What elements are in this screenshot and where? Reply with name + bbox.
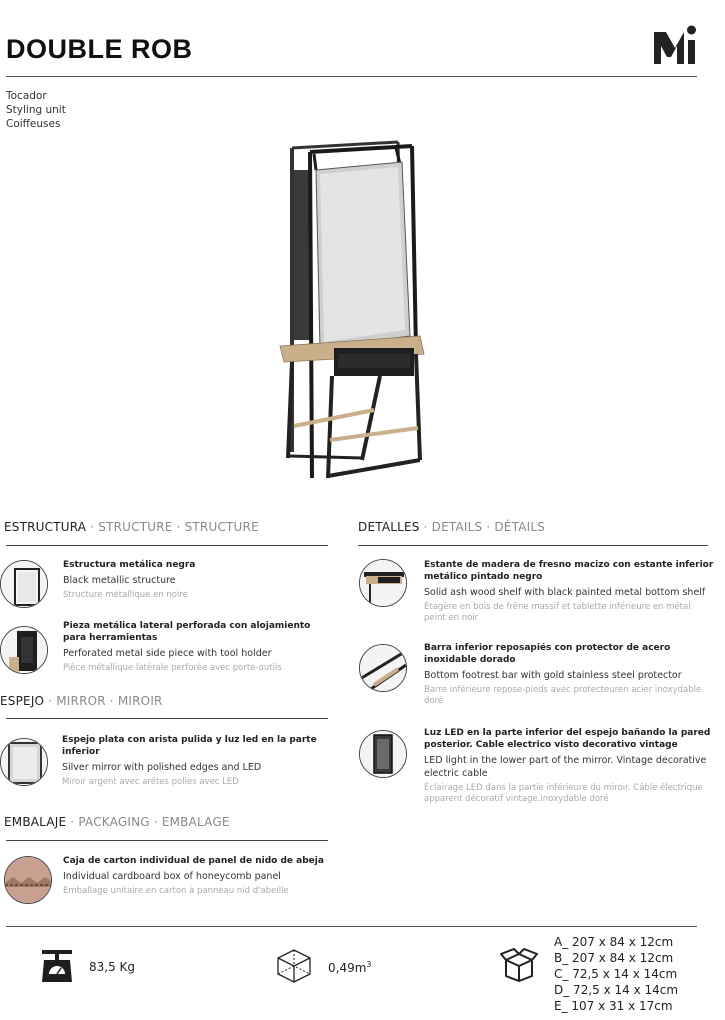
- item-en: Perforated metal side piece with tool holder: [63, 648, 272, 659]
- item-en: Bottom footrest bar with gold stainless steel protector: [424, 670, 682, 681]
- item-fr: Pièce métallique latérale perforée avec porte-outils: [63, 663, 282, 673]
- item-en: LED light in the lower part of the mirror. Vintage decorative electric cable: [424, 755, 707, 779]
- brand-logo: [654, 24, 698, 64]
- item-fr: Miroir argent avec arêtes polies avec LED: [62, 777, 239, 787]
- dimensions-list: [554, 934, 678, 1014]
- section-title-detalles: DETALLES · DETAILS · DÉTAILS: [358, 520, 546, 534]
- dimension-c: C_ 72,5 x 14 x 14cm: [554, 967, 678, 981]
- list-item: [63, 620, 323, 674]
- item-en: Silver mirror with polished edges and LED: [62, 762, 262, 773]
- item-es: Pieza metálica lateral perforada con alojamiento para herramientas: [63, 621, 311, 643]
- item-es: Caja de carton individual de panel de nido de abeja: [63, 856, 324, 866]
- item-fr: Éclairage LED dans la partie inférieure du miroir. Câble électrique apparent décoratif vintage.inoxydable doré: [424, 783, 703, 804]
- footer-divider: [6, 926, 697, 927]
- item-en: Individual cardboard box of honeycomb panel: [63, 871, 281, 882]
- product-photo: [270, 140, 440, 480]
- list-item: [63, 855, 328, 897]
- section-divider: [6, 545, 328, 546]
- thumb-structure: [0, 560, 48, 608]
- section-title-espejo: ESPEJO · MIRROR · MIROIR: [0, 694, 163, 708]
- item-es: Luz LED en la parte inferior del espejo bañando la pared posterior. Cable electrico visto decorativo vintage: [424, 728, 711, 750]
- dimension-b: B_ 207 x 84 x 12cm: [554, 951, 674, 965]
- section-divider: [358, 545, 708, 546]
- item-fr: Barre inférieure repose-pieds avec protecteuren acier inoxydable doré: [424, 685, 702, 706]
- header-divider: [6, 76, 697, 77]
- thumb-led-light: [359, 730, 407, 778]
- volume-value: $0,49m^3$: [328, 960, 372, 975]
- volume-cube-icon: [276, 948, 312, 984]
- section-title-embalaje: EMBALAJE · PACKAGING · EMBALAGE: [4, 815, 230, 829]
- thumb-shelf: [359, 559, 407, 607]
- item-es: Estructura metálica negra: [63, 560, 196, 570]
- list-item: [62, 734, 337, 788]
- list-item: [424, 727, 714, 805]
- section-title-estructura: ESTRUCTURA · STRUCTURE · STRUCTURE: [4, 520, 259, 534]
- thumb-packaging: [4, 856, 52, 904]
- thumb-side-piece: [0, 626, 48, 674]
- dimension-a: A_ 207 x 84 x 12cm: [554, 935, 674, 949]
- page-title: DOUBLE ROB: [6, 34, 193, 64]
- subtitle-es: Tocador: [6, 90, 47, 102]
- subtitle-en: Styling unit: [6, 104, 66, 116]
- weight-scale-icon: [40, 948, 74, 984]
- item-es: Barra inferior reposapiés con protector de acero inoxidable dorado: [424, 643, 671, 665]
- list-item: [424, 642, 714, 707]
- item-es: Estante de madera de fresno macizo con estante inferior metálico pintado negro: [424, 560, 714, 582]
- section-divider: [6, 718, 328, 719]
- weight-value: 83,5 Kg: [89, 960, 136, 974]
- list-item: [424, 559, 714, 624]
- subtitle-fr: Coiffeuses: [6, 118, 61, 130]
- package-box-icon: [500, 948, 538, 982]
- item-en: Black metallic structure: [63, 575, 176, 586]
- list-item: [63, 559, 323, 601]
- item-fr: Étagère en bois de frêne massif et tablette inférieure en métal peint en noir: [424, 602, 691, 623]
- item-fr: Emballage unitaire en carton à panneau nid d'abeille: [63, 886, 289, 896]
- item-es: Espejo plata con arista pulida y luz led en la parte inferior: [62, 735, 317, 757]
- thumb-mirror: [0, 738, 48, 786]
- item-en: Solid ash wood shelf with black painted metal bottom shelf: [424, 587, 706, 598]
- dimension-d: D_ 72,5 x 14 x 14cm: [554, 983, 679, 997]
- item-fr: Structure métallique en noire: [63, 590, 188, 600]
- thumb-footrest: [359, 644, 407, 692]
- section-divider: [6, 840, 328, 841]
- dimension-e: E_ 107 x 31 x 17cm: [554, 999, 673, 1013]
